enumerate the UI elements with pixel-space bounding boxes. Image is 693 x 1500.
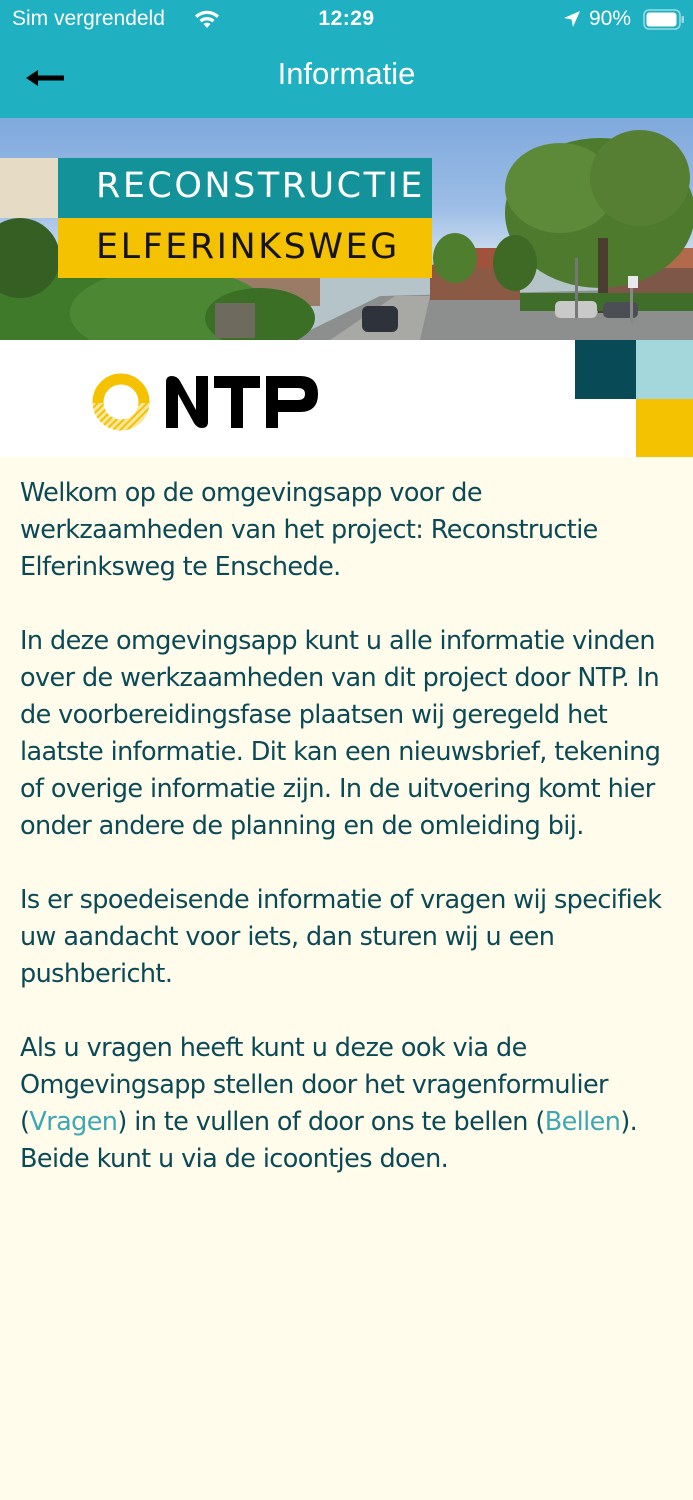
logo-strip [0,340,693,457]
paragraph-contact [20,1030,685,1178]
info-content [20,475,685,1215]
banner-title: RECONSTRUCTIE [96,166,425,206]
contact-text-1: Als u vragen heeft kunt u deze ook via de Omgevingsapp stellen door het vragenformulier ( [20,1033,608,1137]
vragen-link[interactable]: Vragen [29,1107,118,1137]
contact-text-2: ) in te vullen of door ons te bellen ( [117,1107,545,1137]
ntp-logo [92,372,322,432]
paragraph-push: Is er spoedeisende informatie of vragen wij specifiek uw aandacht voor iets, dan sturen wij u een pushbericht. [20,885,662,989]
paragraph-info: In deze omgevingsapp kunt u alle informatie vinden over de werkzaamheden van dit project door NTP. In de voorbereidingsfase plaatsen wij geregeld het laatste informatie. Dit kan een nieuwsbrief, tekening of overige informatie zijn. In de uitvoering komt hier onder andere de planning en de omleiding bij. [20,626,661,841]
top-bar [0,0,693,118]
carrier-label: Sim vergrendeld [12,7,165,30]
clock: 12:29 [318,7,375,30]
contact-text-3: ). Beide kunt u via de icoontjes doen. [20,1107,638,1174]
decor-square-yellow [636,399,693,457]
battery-icon [643,9,685,30]
status-bar [0,0,693,40]
decor-square-light [636,340,693,399]
hero-banner [0,118,693,340]
navigation-bar [0,40,693,118]
location-arrow-icon [563,10,581,28]
page-title: Informatie [277,56,416,91]
bellen-link[interactable]: Bellen [544,1107,621,1137]
paragraph-welcome: Welkom op de omgevingsapp voor de werkzaamheden van het project: Reconstructie Elferinksweg te Enschede. [20,478,598,582]
banner-subtitle: ELFERINKSWEG [96,227,400,267]
decor-square-dark [575,340,636,399]
battery-percent: 90% [589,7,632,30]
banner-accent-beige [0,158,58,218]
